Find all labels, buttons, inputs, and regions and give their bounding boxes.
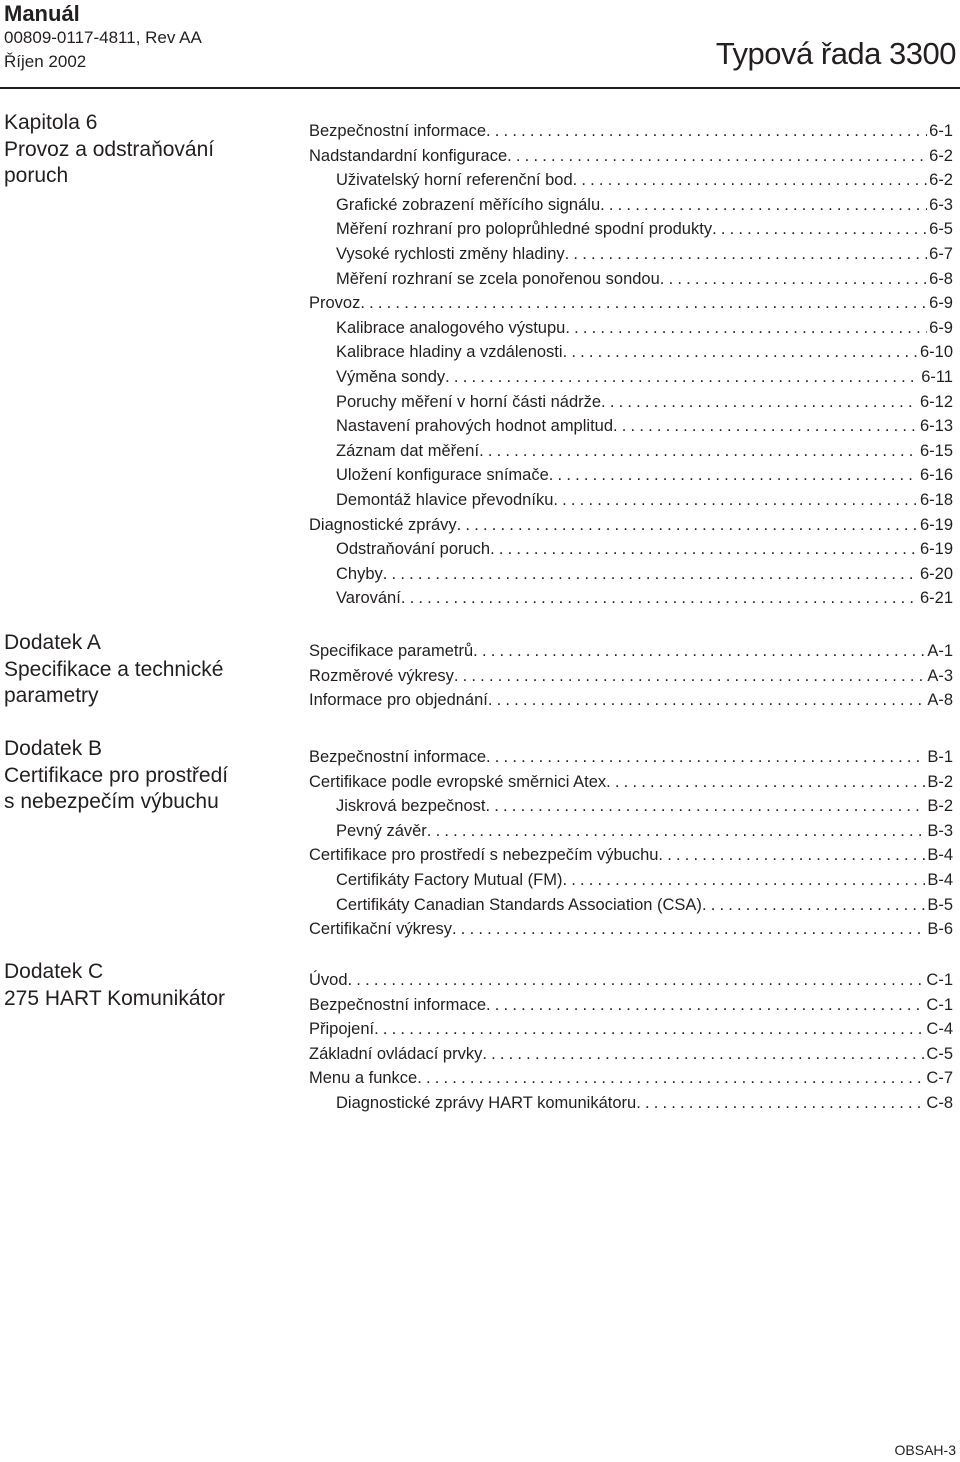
dot-leader — [360, 294, 927, 313]
toc-entries — [309, 748, 953, 945]
toc-entry-label: Kalibrace analogového výstupu — [336, 318, 566, 337]
toc-entry-label: Grafické zobrazení měřícího signálu — [336, 195, 601, 214]
toc-entry[interactable] — [309, 343, 953, 368]
toc-entry-label: Bezpečnostní informace — [309, 122, 487, 140]
toc-entry-label: Nastavení prahových hodnot amplitud — [336, 417, 614, 436]
section-heading: Dodatek B Certifikace pro prostředí s nebezpečím výbuchu — [4, 737, 229, 813]
toc-entry-page: A-1 — [927, 642, 953, 660]
toc-entry[interactable] — [309, 896, 953, 921]
toc-entry-label: Demontáž hlavice převodníku — [336, 490, 554, 509]
toc-entry-page: 6-10 — [919, 343, 953, 362]
dot-leader — [563, 343, 918, 362]
toc-entry-page: 6-11 — [921, 367, 953, 386]
toc-entry[interactable] — [309, 846, 953, 871]
toc-entry[interactable] — [309, 270, 953, 295]
toc-entry-page: 6-13 — [919, 417, 953, 436]
toc-entry-page: B-2 — [927, 797, 953, 816]
dot-leader — [553, 491, 918, 510]
dot-leader — [660, 270, 927, 289]
toc-entry-label: Nadstandardní konfigurace — [309, 146, 508, 165]
toc-entry[interactable] — [309, 871, 953, 896]
toc-entry[interactable] — [309, 1045, 953, 1070]
toc-entry[interactable] — [309, 1069, 953, 1094]
toc-entry[interactable] — [309, 393, 953, 418]
toc-entry-label: Diagnostické zprávy — [309, 515, 457, 534]
toc-entry-page: 6-9 — [929, 318, 953, 337]
toc-entry-label: Certifikáty Factory Mutual (FM) — [336, 870, 563, 889]
toc-entry-label: Certifikace podle evropské směrnici Atex — [309, 772, 607, 791]
toc-entry[interactable] — [309, 220, 953, 245]
dot-leader — [573, 171, 928, 190]
toc-entry[interactable] — [309, 417, 953, 442]
toc-entry-page: 6-5 — [929, 220, 953, 239]
dot-leader — [712, 220, 927, 239]
toc-entry[interactable] — [309, 171, 953, 196]
toc-entry-label: Diagnostické zprávy HART komunikátoru — [336, 1093, 637, 1112]
toc-entry-page: C-5 — [926, 1044, 953, 1063]
dot-leader — [658, 846, 925, 865]
toc-entry-page: 6-21 — [919, 589, 953, 608]
toc-entry-label: Základní ovládací prvky — [309, 1044, 483, 1063]
toc-entry-page: C-1 — [926, 995, 953, 1014]
dot-leader — [454, 667, 925, 686]
dot-leader — [490, 540, 918, 559]
toc-entry[interactable] — [309, 245, 953, 270]
toc-entry[interactable] — [309, 516, 953, 541]
dot-leader — [427, 822, 926, 841]
toc-entry-label: Uložení konfigurace snímače — [336, 466, 549, 485]
toc-entry-page: A-8 — [927, 691, 953, 710]
toc-entry-label: Menu a funkce — [309, 1069, 418, 1088]
dot-leader — [445, 368, 919, 387]
toc-entry-label: Chyby — [336, 564, 383, 583]
toc-entry[interactable] — [309, 466, 953, 491]
section-heading: Kapitola 6 Provoz a odstraňování poruch — [4, 111, 215, 187]
toc-entry-page: 6-2 — [929, 171, 953, 190]
dot-leader — [479, 442, 918, 461]
toc-entry-label: Úvod — [309, 971, 348, 989]
toc-entry-page: B-3 — [927, 821, 953, 840]
dot-leader — [486, 748, 925, 767]
toc-entry-page: 6-18 — [919, 490, 953, 509]
toc-entry-label: Bezpečnostní informace — [309, 995, 487, 1014]
toc-entry-label: Certifikáty Canadian Standards Association (CSA) — [336, 895, 702, 914]
toc-entry-page: 6-8 — [929, 269, 953, 288]
toc-entry-page: C-7 — [926, 1069, 953, 1088]
toc-entry-label: Záznam dat měření — [336, 441, 480, 460]
toc-entry-label: Poruchy měření v horní části nádrže — [336, 392, 602, 411]
toc-entry-page: 6-20 — [919, 564, 953, 583]
toc-entry[interactable] — [309, 748, 953, 773]
document-header-info — [4, 2, 202, 74]
series-title: Typová řada 3300 — [715, 36, 956, 71]
toc-entry-label: Jiskrová bezpečnost — [336, 797, 486, 816]
toc-entry[interactable] — [309, 773, 953, 798]
toc-entry-page: B-1 — [927, 748, 953, 766]
toc-entry-page: A-3 — [927, 666, 953, 685]
toc-entry-label: Vysoké rychlosti změny hladiny — [336, 244, 565, 263]
toc-entry[interactable] — [309, 147, 953, 172]
dot-leader — [374, 1020, 924, 1039]
toc-entry-page: 6-7 — [929, 244, 953, 263]
toc-entry-page: B-4 — [927, 870, 953, 889]
toc-entry-label: Bezpečnostní informace — [309, 748, 487, 766]
toc-entry[interactable] — [309, 491, 953, 516]
dot-leader — [601, 393, 918, 412]
toc-entry[interactable] — [309, 565, 953, 590]
toc-entry[interactable] — [309, 971, 953, 996]
toc-entry-page: B-5 — [927, 895, 953, 914]
toc-entry-page: 6-9 — [929, 294, 953, 313]
toc-entry-label: Měření rozhraní pro poloprůhledné spodní produkty — [336, 220, 713, 239]
toc-entry-label: Odstraňování poruch — [336, 540, 491, 559]
toc-entry-page: C-1 — [926, 971, 953, 989]
dot-leader — [383, 565, 918, 584]
toc-entry-page: 6-2 — [929, 146, 953, 165]
section-heading: Dodatek A Specifikace a technické parametry — [4, 631, 224, 707]
toc-entry[interactable] — [309, 797, 953, 822]
dot-leader — [549, 466, 918, 485]
toc-entry-page: 6-16 — [919, 466, 953, 485]
toc-entries — [309, 122, 953, 614]
dot-leader — [401, 589, 918, 608]
section-heading: Dodatek C 275 HART Komunikátor — [4, 960, 226, 1010]
toc-entry[interactable] — [309, 691, 953, 716]
doc-date: Říjen 2002 — [4, 52, 87, 71]
toc-entry[interactable] — [309, 920, 953, 945]
toc-entry[interactable] — [309, 1094, 953, 1119]
toc-entry[interactable] — [309, 196, 953, 221]
header-divider — [0, 87, 960, 89]
dot-leader — [452, 920, 925, 939]
dot-leader — [613, 417, 918, 436]
toc-entry-label: Kalibrace hladiny a vzdálenosti — [336, 343, 563, 362]
toc-entry-label: Pevný závěr — [336, 821, 427, 840]
toc-entry-label: Certifikace pro prostředí s nebezpečím výbuchu — [309, 846, 659, 865]
dot-leader — [417, 1069, 924, 1088]
toc-entry[interactable] — [309, 368, 953, 393]
toc-entry-label: Výměna sondy — [336, 367, 446, 386]
toc-entry[interactable] — [309, 122, 953, 147]
toc-entry-page: 6-19 — [919, 515, 953, 534]
dot-leader — [348, 971, 925, 990]
toc-entry-label: Připojení — [309, 1020, 375, 1039]
dot-leader — [482, 1045, 924, 1064]
doc-number: 00809-0117-4811, Rev AA — [4, 28, 202, 47]
toc-entry[interactable] — [309, 667, 953, 692]
toc-entries — [309, 971, 953, 1119]
toc-entry[interactable] — [309, 996, 953, 1021]
dot-leader — [486, 122, 927, 141]
dot-leader — [636, 1094, 924, 1113]
toc-entry-label: Informace pro objednání — [309, 691, 488, 710]
toc-entry-page: 6-15 — [919, 441, 953, 460]
doc-type: Manuál — [4, 1, 80, 26]
toc-entry-page: C-4 — [926, 1020, 953, 1039]
dot-leader — [565, 319, 927, 338]
dot-leader — [600, 196, 927, 215]
toc-entry[interactable] — [309, 540, 953, 565]
toc-entry-page: C-8 — [926, 1093, 953, 1112]
toc-entry-page: B-2 — [927, 772, 953, 791]
dot-leader — [488, 691, 925, 710]
dot-leader — [473, 642, 925, 661]
dot-leader — [486, 797, 926, 816]
page-code: OBSAH-3 — [894, 1442, 956, 1458]
toc-entry[interactable] — [309, 822, 953, 847]
toc-entry-page: 6-19 — [919, 540, 953, 559]
toc-entry[interactable] — [309, 589, 953, 614]
dot-leader — [457, 516, 918, 535]
toc-entry[interactable] — [309, 642, 953, 667]
toc-entry-label: Rozměrové výkresy — [309, 666, 454, 685]
toc-entry[interactable] — [309, 294, 953, 319]
toc-entry-page: 6-3 — [929, 195, 953, 214]
dot-leader — [565, 245, 927, 264]
toc-entry-page: B-6 — [927, 920, 953, 939]
toc-entry[interactable] — [309, 442, 953, 467]
toc-entry-page: 6-12 — [919, 392, 953, 411]
toc-entry-label: Certifikační výkresy — [309, 920, 453, 939]
dot-leader — [486, 996, 924, 1015]
dot-leader — [562, 871, 925, 890]
toc-entry-label: Provoz — [309, 294, 361, 313]
toc-entries — [309, 642, 953, 716]
toc-entry-label: Varování — [336, 589, 401, 608]
toc-entry[interactable] — [309, 1020, 953, 1045]
toc-entry-label: Měření rozhraní se zcela ponořenou sondou — [336, 269, 660, 288]
dot-leader — [702, 896, 925, 915]
toc-entry[interactable] — [309, 319, 953, 344]
toc-entry-page: 6-1 — [929, 122, 953, 140]
toc-entry-label: Specifikace parametrů — [309, 642, 474, 660]
dot-leader — [606, 773, 925, 792]
toc-entry-label: Uživatelský horní referenční bod — [336, 171, 573, 190]
toc-entry-page: B-4 — [927, 846, 953, 865]
dot-leader — [507, 147, 927, 166]
